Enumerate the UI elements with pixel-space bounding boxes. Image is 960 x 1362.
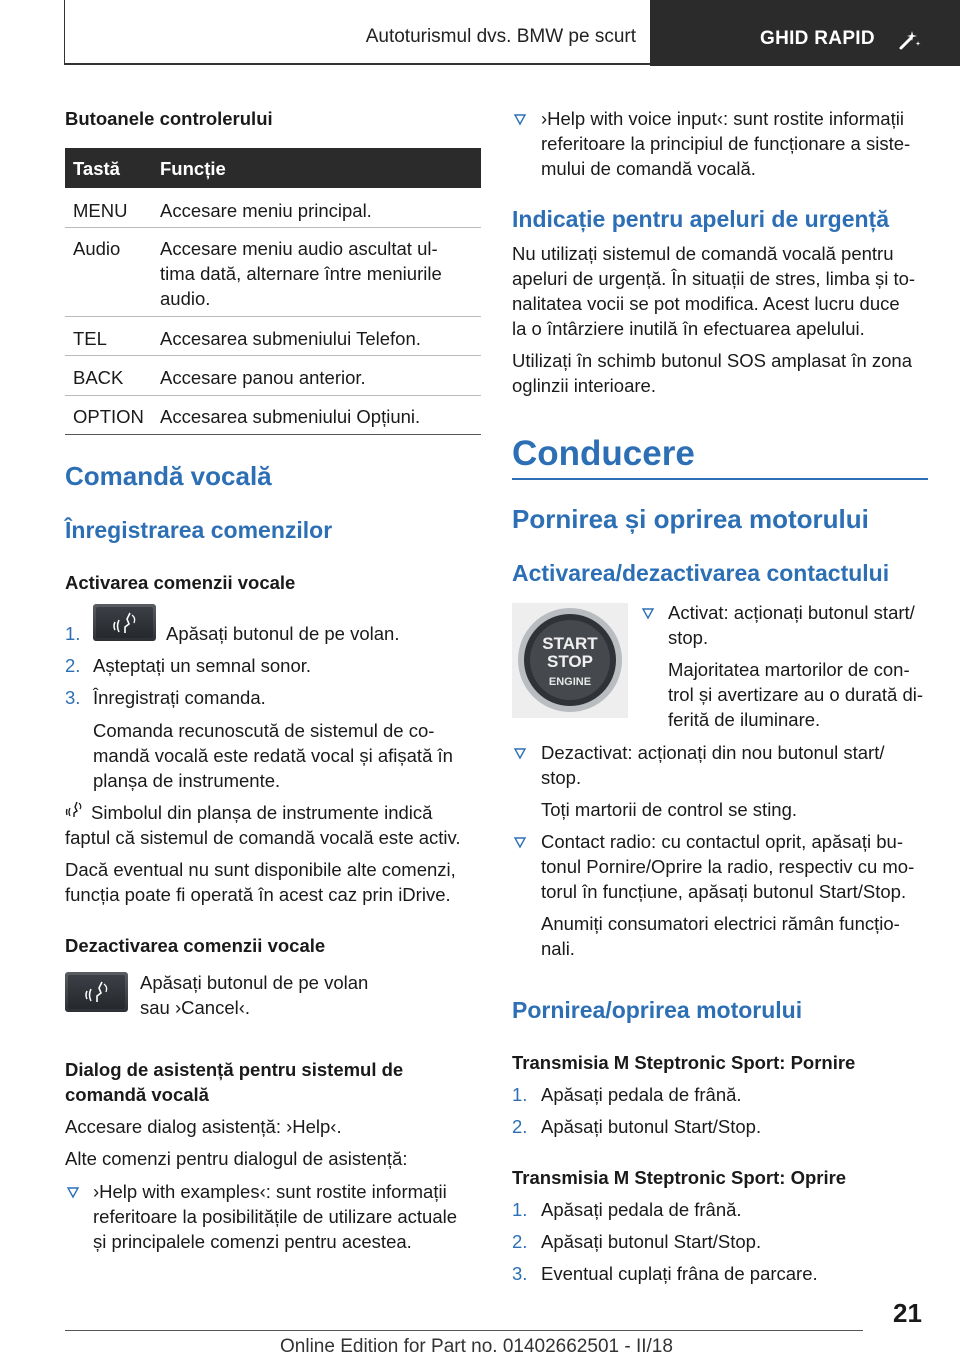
table-cell-key: MENU xyxy=(73,200,128,221)
voice-command-heading: Comandă vocală xyxy=(65,461,272,491)
bullet-text-line: Activat: acționați butonul start/ xyxy=(668,602,915,623)
steering-voice-button-image xyxy=(93,604,156,641)
table-cell-function: tima dată, alternare între meniurile xyxy=(160,263,442,284)
page-number: 21 xyxy=(893,1298,922,1328)
stop-label: STOP xyxy=(547,652,593,671)
bullet-triangle-icon xyxy=(513,112,527,126)
record-commands-heading: Înregistrarea comenzilor xyxy=(65,517,333,543)
deactivate-text-line: sau ›Cancel‹. xyxy=(140,997,251,1018)
table-divider xyxy=(65,355,481,356)
step-text: Apăsați butonul Start/Stop. xyxy=(541,1231,762,1252)
bullet-detail-line: Majoritatea martorilor de con- xyxy=(668,659,910,680)
wrench-sparkle-icon xyxy=(895,28,923,52)
step-number: 2. xyxy=(512,1116,528,1137)
step-text: Apăsați butonul de pe volan. xyxy=(166,623,400,644)
table-divider xyxy=(65,395,481,396)
header-bottom-rule xyxy=(64,63,650,65)
step-text: Eventual cuplați frâna de parcare. xyxy=(541,1263,818,1284)
footer-rule xyxy=(65,1330,863,1331)
bullet-text-line: Contact radio: cu contactul oprit, apăsați bu- xyxy=(541,831,903,852)
start-stop-heading: Pornirea/oprirea motorului xyxy=(512,997,803,1023)
step3-detail-line: mandă vocală este redată vocal și afișată în xyxy=(93,745,453,766)
start-label: START xyxy=(542,634,598,653)
voice-command-icon xyxy=(83,978,113,1006)
bullet-detail-line: Toți martorii de control se sting. xyxy=(541,799,798,820)
step-number: 1. xyxy=(65,623,81,644)
table-header-function: Funcție xyxy=(160,158,226,179)
bullet-text-line: referitoare la principiul de funcționare a siste- xyxy=(541,133,911,154)
step-number: 3. xyxy=(65,687,81,708)
table-header xyxy=(65,148,481,188)
symbol-text-line: Simbolul din planșa de instrumente indică xyxy=(91,802,433,823)
table-cell-function: audio. xyxy=(160,288,211,309)
chapter-rule xyxy=(512,478,928,480)
voice-command-icon xyxy=(111,609,141,637)
deactivate-text-line: Apăsați butonul de pe volan xyxy=(140,972,369,993)
unavailable-text-line: Dacă eventual nu sunt disponibile alte comenzi, xyxy=(65,859,456,880)
unavailable-text-line: funcția poate fi operată în acest caz prin iDrive. xyxy=(65,884,451,905)
emergency-heading: Indicație pentru apeluri de urgență xyxy=(512,206,890,232)
dialog-heading-line: Dialog de asistență pentru sistemul de xyxy=(65,1059,404,1080)
table-cell-function: Accesarea submeniului Telefon. xyxy=(160,328,421,349)
bullet-text-line: și principalele comenzi pentru acestea. xyxy=(93,1231,412,1252)
step-number: 1. xyxy=(512,1199,528,1220)
step-number: 2. xyxy=(65,655,81,676)
controller-buttons-heading: Butoanele controlerului xyxy=(65,108,273,129)
step3-detail-line: planșa de instrumente. xyxy=(93,770,281,791)
bullet-text-line: torul în funcțiune, apăsați butonul Start/Stop. xyxy=(541,881,907,902)
table-header-key: Tastă xyxy=(73,158,120,179)
sos-text-line: Utilizați în schimb butonul SOS amplasat în zona xyxy=(512,350,912,371)
quick-guide-tab-label: GHID RAPID xyxy=(760,28,875,49)
bullet-text-line: stop. xyxy=(668,627,709,648)
stop-procedure-heading: Transmisia M Steptronic Sport: Oprire xyxy=(512,1167,847,1188)
dialog-other-text: Alte comenzi pentru dialogul de asistență: xyxy=(65,1148,408,1169)
table-cell-function: Accesare meniu principal. xyxy=(160,200,372,221)
table-cell-function: Accesare panou anterior. xyxy=(160,367,366,388)
bullet-triangle-icon xyxy=(513,746,527,760)
step3-detail-line: Comanda recunoscută de sistemul de co- xyxy=(93,720,435,741)
sos-text-line: oglinzii interioare. xyxy=(512,375,656,396)
dialog-access-text: Accesare dialog asistență: ›Help‹. xyxy=(65,1116,342,1137)
table-cell-key: OPTION xyxy=(73,406,144,427)
deactivate-voice-heading: Dezactivarea comenzii vocale xyxy=(65,935,326,956)
dialog-heading-line: comandă vocală xyxy=(65,1084,209,1105)
steering-voice-button-image xyxy=(65,972,128,1012)
table-divider xyxy=(65,227,481,228)
step-text: Apăsați pedala de frână. xyxy=(541,1084,742,1105)
step-text: Așteptați un semnal sonor. xyxy=(93,655,312,676)
ignition-heading: Activarea/dezactivarea contactului xyxy=(512,560,890,586)
emergency-text-line: Nu utilizați sistemul de comandă vocală pentru xyxy=(512,243,894,264)
symbol-text-line: faptul că sistemul de comandă vocală este activ. xyxy=(65,827,461,848)
table-divider xyxy=(65,316,481,317)
table-divider xyxy=(65,434,481,435)
engine-heading: Pornirea și oprirea motorului xyxy=(512,504,869,534)
bullet-detail-line: nali. xyxy=(541,938,575,959)
bullet-detail-line: Anumiți consumatori electrici rămân funcțio- xyxy=(541,913,900,934)
engine-label: ENGINE xyxy=(548,676,592,688)
bullet-detail-line: trol și avertizare au o durată di- xyxy=(668,684,924,705)
bullet-triangle-icon xyxy=(641,606,655,620)
table-cell-function: Accesarea submeniului Opțiuni. xyxy=(160,406,421,427)
bullet-text-line: stop. xyxy=(541,767,582,788)
step-text: Înregistrați comanda. xyxy=(93,687,266,708)
start-stop-button-image xyxy=(512,603,628,718)
step-number: 3. xyxy=(512,1263,528,1284)
bullet-text-line: referitoare la posibilitățile de utilizare actuale xyxy=(93,1206,458,1227)
table-cell-key: Audio xyxy=(73,238,121,259)
bullet-text-line: ›Help with examples‹: sunt rostite informații xyxy=(93,1181,447,1202)
emergency-text-line: la o întârziere inutilă în efectuarea apelului. xyxy=(512,318,865,339)
start-procedure-heading: Transmisia M Steptronic Sport: Pornire xyxy=(512,1052,856,1073)
bullet-text-line: tonul Pornire/Oprire la radio, respectiv cu mo- xyxy=(541,856,915,877)
section-title: Autoturismul dvs. BMW pe scurt xyxy=(365,26,636,47)
table-cell-key: BACK xyxy=(73,367,124,388)
bullet-text-line: ›Help with voice input‹: sunt rostite informații xyxy=(541,108,904,129)
bullet-text-line: mului de comandă vocală. xyxy=(541,158,756,179)
table-cell-function: Accesare meniu audio ascultat ul- xyxy=(160,238,438,259)
activate-voice-heading: Activarea comenzii vocale xyxy=(65,572,296,593)
driving-chapter-heading: Conducere xyxy=(512,434,695,473)
step-text: Apăsați pedala de frână. xyxy=(541,1199,742,1220)
bullet-triangle-icon xyxy=(66,1185,80,1199)
step-text: Apăsați butonul Start/Stop. xyxy=(541,1116,762,1137)
emergency-text-line: nalitatea vocii se pot modifica. Acest lucru duce xyxy=(512,293,900,314)
bullet-triangle-icon xyxy=(513,835,527,849)
edition-footer: Online Edition for Part no. 01402662501 - II/18 xyxy=(280,1336,673,1357)
bullet-detail-line: ferită de iluminare. xyxy=(668,709,821,730)
bullet-text-line: Dezactivat: acționați din nou butonul start/ xyxy=(541,742,885,763)
voice-active-symbol-icon xyxy=(65,800,85,820)
step-number: 2. xyxy=(512,1231,528,1252)
emergency-text-line: apeluri de urgență. În situații de stres, limba și to- xyxy=(512,268,916,289)
step-number: 1. xyxy=(512,1084,528,1105)
table-cell-key: TEL xyxy=(73,328,107,349)
